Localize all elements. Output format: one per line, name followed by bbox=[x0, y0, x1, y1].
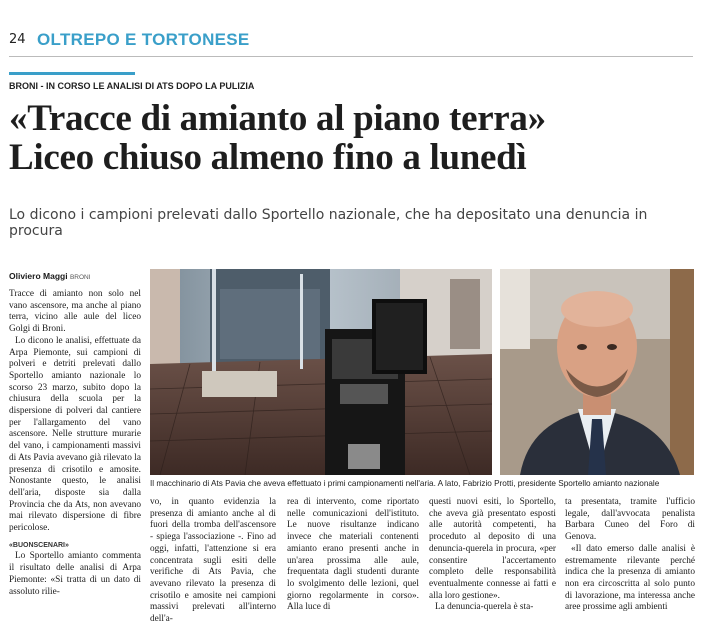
article-column-3 bbox=[287, 497, 419, 614]
byline-place: BRONI bbox=[69, 274, 91, 281]
photo-caption: Il macchinario di Ats Pavia che aveva effettuato i primi campionamenti nell'aria. A lato, Fabrizio Protti, presidente Sportello amianto nazionale bbox=[150, 479, 660, 488]
col3-text: rea di intervento, come riportato nelle comunicazioni dell'istituto. Le nuove risultanze indicano invece che materiali contenenti amianto erano presenti anche in un'area prossima alle aule, frequentata dagli studenti durante lo svolgimento delle lezioni, quel giorno regolarmente in corso». Alla luce di bbox=[287, 497, 419, 613]
col2-text: vo, in quanto evidenzia la presenza di amianto anche al di fuori della tromba dell'ascensore - spiega l'associazione -. Fino ad oggi, infatti, l'attenzione si era concentrata sugli esiti delle verifiche di Ats Pavia, che avevano rilevato la presenza di crisotilo e amosite nei campioni massivi prelevati all'interno dell'a- bbox=[150, 497, 276, 625]
col5-text-continued: «Il dato emerso dalle analisi è estremamente rilevante perché indica che la presenza di amianto non era circoscritta al solo punto di lavorazione, ma interessa anche aree prossime agli ambienti bbox=[565, 543, 695, 613]
accent-bar bbox=[9, 72, 135, 75]
article-kicker: BRONI - IN CORSO LE ANALISI DI ATS DOPO LA PULIZIA bbox=[9, 81, 255, 91]
col5-text: ta presentata, tramite l'ufficio legale, dall'avvocata penalista Barbara Cuneo del Foro di Genova. bbox=[565, 497, 695, 543]
col4-text-continued: La denuncia-querela è sta- bbox=[435, 602, 534, 613]
col1-paragraph-3: Lo Sportello amianto commenta il risultato delle analisi di Arpa Piemonte: «Si tratta di un dato di assoluto rilie- bbox=[9, 551, 141, 597]
fabrizio-protti-portrait bbox=[500, 269, 694, 475]
col1-paragraph-2: Lo dicono le analisi, effettuate da Arpa Piemonte, sui campioni di polveri e detriti prelevati dallo Sportello amianto nazionale lo scorso 23 marzo, subito dopo la chiusura della scuola per la dispersione di polveri dal cantiere per l'allargamento del vano ascensore. Nelle strutture murarie del vano, i campionamenti massivi di Ats Pavia avevano già rilevato la presenza di crisotilo e amosite. Nonostante questo, le analisi dell'aria, disposte sia dalla Provincia che da Ats, non avevano mai rilevato dispersione di fibre pericolose. bbox=[9, 335, 141, 534]
col1-section-heading: «BUONSCENARI» bbox=[9, 541, 69, 549]
article-column-2 bbox=[150, 497, 276, 626]
section-title: OLTREPO E TORTONESE bbox=[37, 30, 250, 49]
article-subhead: Lo dicono i campioni prelevati dallo Sportello nazionale, che ha depositato una denuncia in procura bbox=[9, 207, 648, 239]
col4-text: questi nuovi esiti, lo Sportello, che aveva già presentato esposti alle autorità competenti, ha proceduto al deposito di una denuncia-querela in procura, «per consentire l'accertamento completo delle responsabilità eventualmente connesse ai fatti e alla loro gestione». bbox=[429, 497, 556, 601]
headline-line-2: Liceo chiuso almeno fino a lunedì bbox=[9, 137, 527, 178]
air-sampling-machine-photo bbox=[150, 269, 492, 475]
article-headline bbox=[9, 99, 699, 177]
header-rule bbox=[9, 56, 693, 57]
byline-author: Oliviero Maggi bbox=[9, 271, 68, 281]
headline-line-1: «Tracce di amianto al piano terra» bbox=[9, 98, 546, 139]
article-column-4 bbox=[429, 497, 556, 614]
page-number: 24 bbox=[9, 32, 26, 47]
article-column-5 bbox=[565, 497, 695, 614]
article-column-1 bbox=[9, 289, 141, 598]
col1-paragraph-1: Tracce di amianto non solo nel vano ascensore, ma anche al piano terra, vicino alle aule del liceo Golgi di Broni. bbox=[9, 289, 141, 335]
byline bbox=[9, 271, 91, 281]
